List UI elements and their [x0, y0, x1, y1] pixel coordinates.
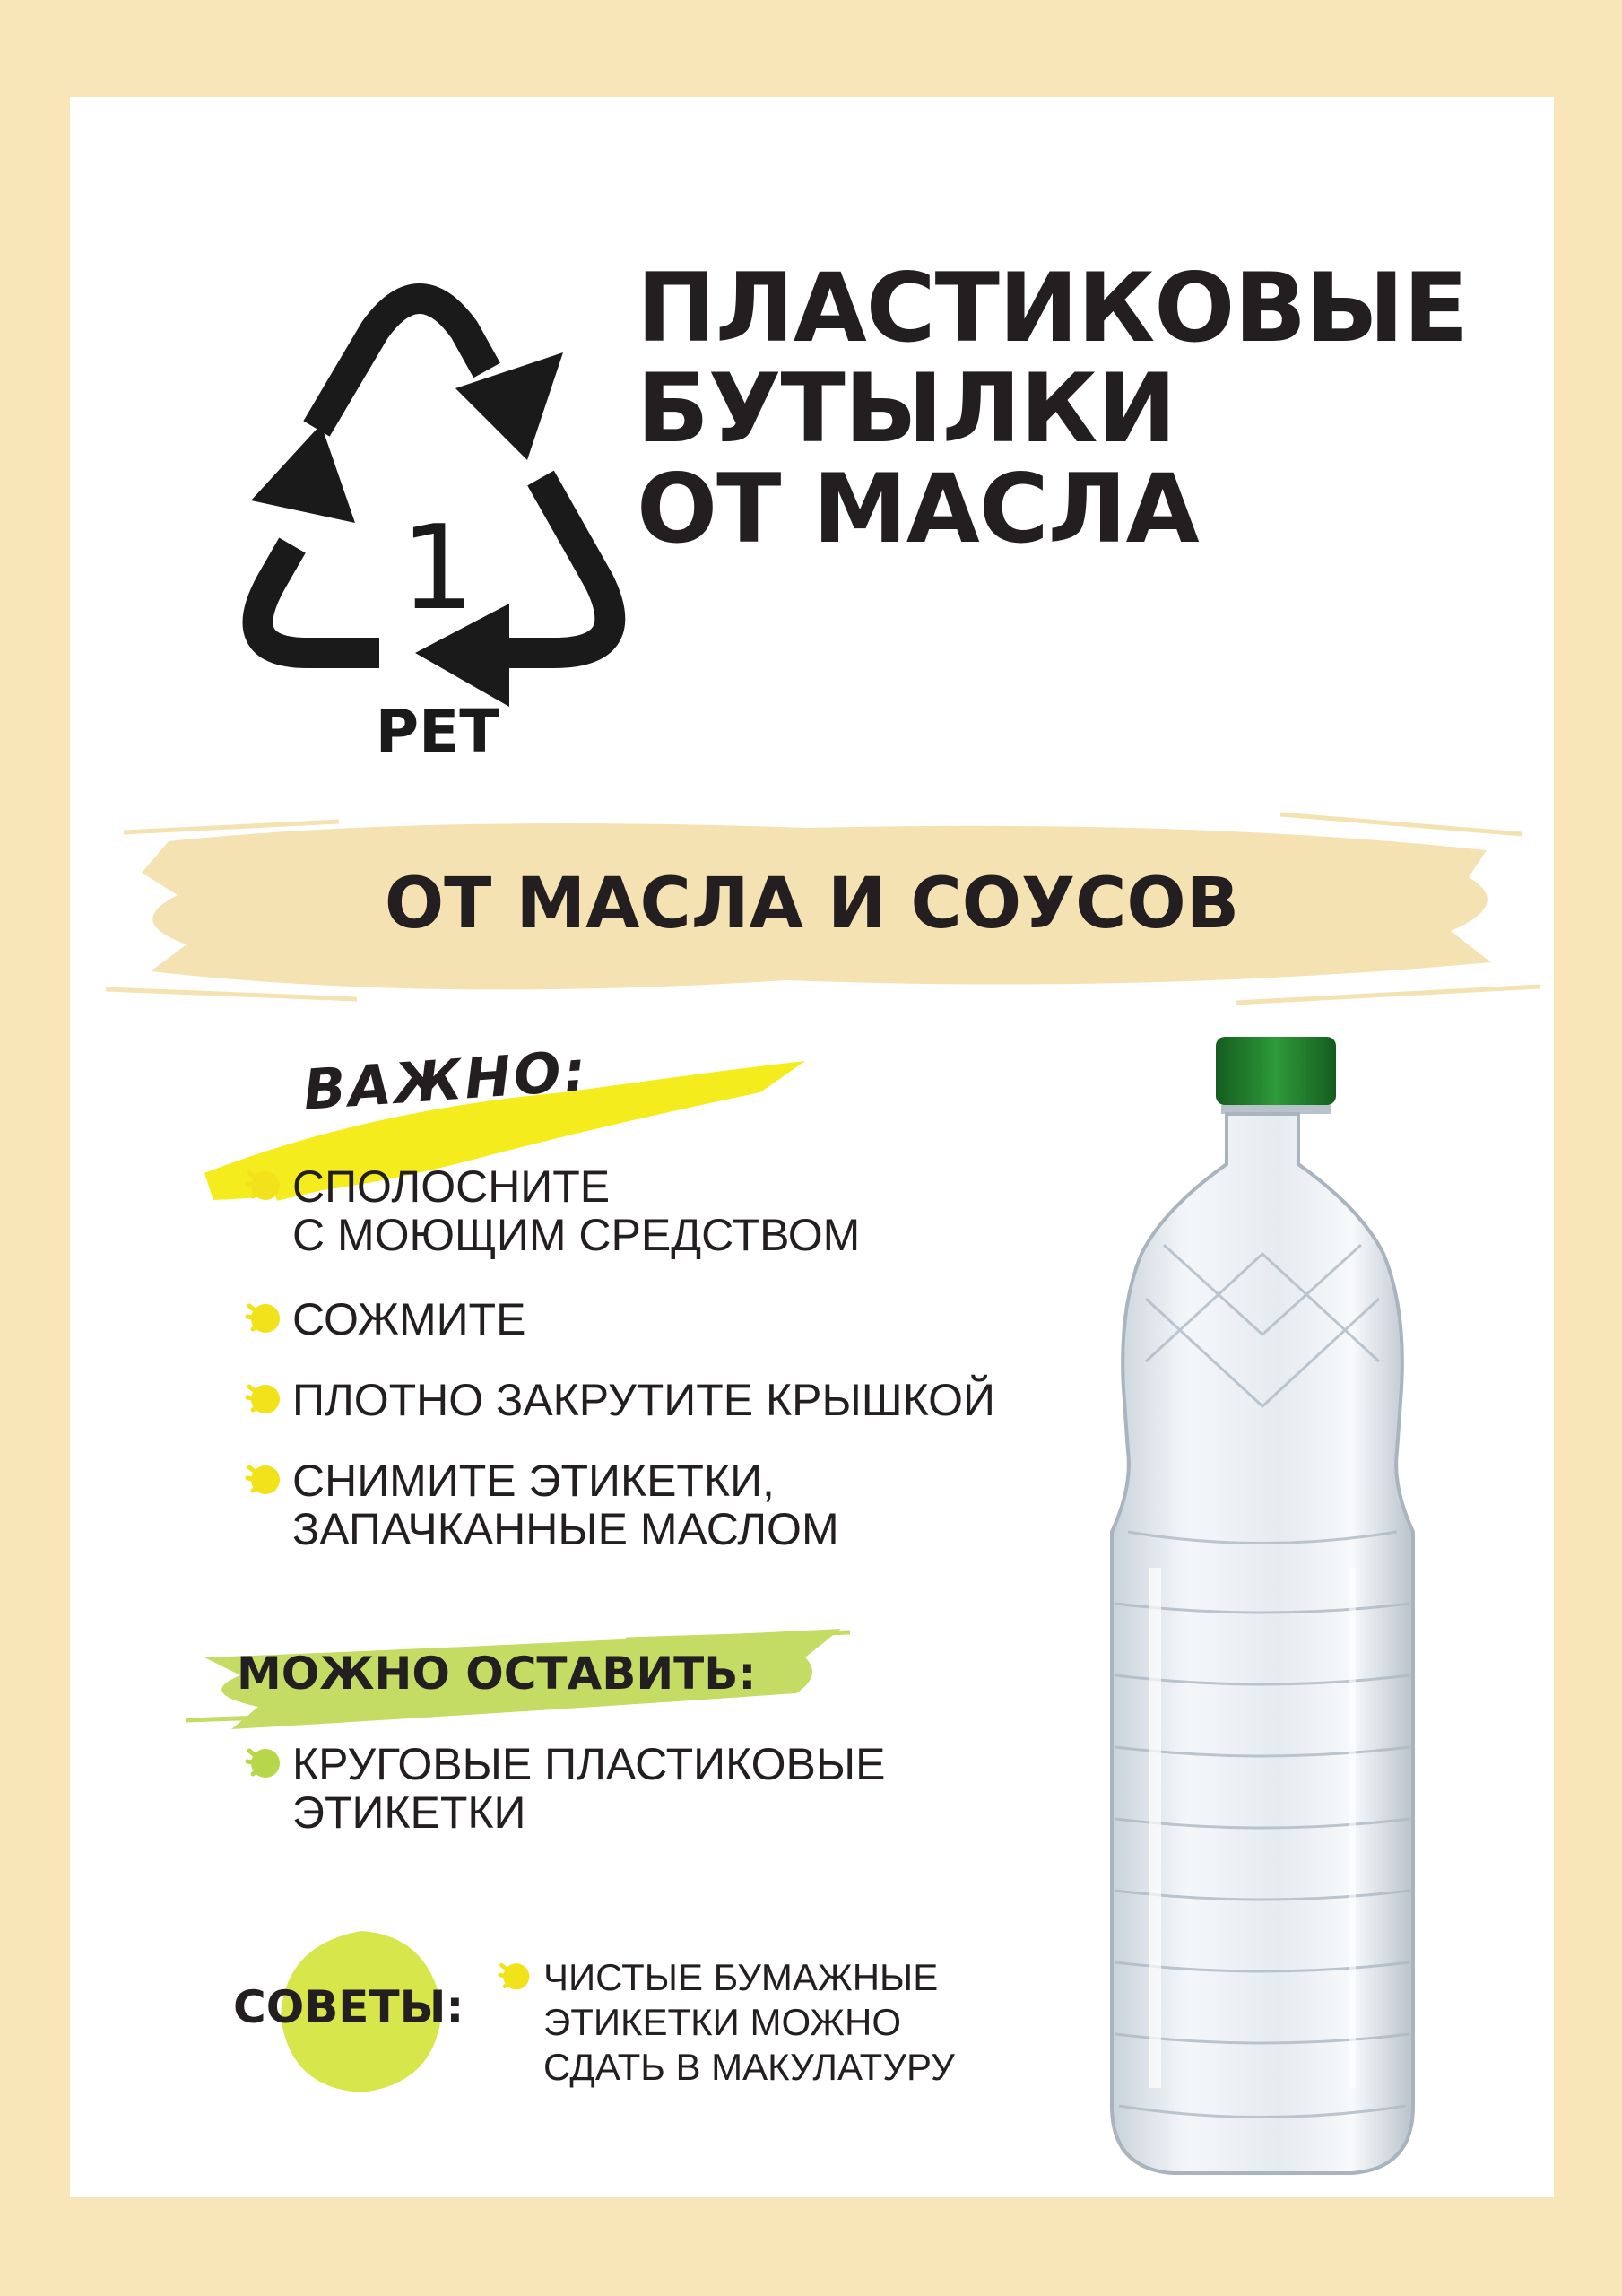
swirl-bullet-icon	[244, 1742, 283, 1781]
list-item: ЧИСТЫЕ БУМАЖНЫЕ ЭТИКЕТКИ МОЖНО СДАТЬ В МАКУЛАТУРУ	[543, 1955, 955, 2090]
title-line-1: ПЛАСТИКОВЫЕ	[637, 253, 1468, 363]
poster	[70, 97, 1554, 2197]
list-item: СПОЛОСНИТЕ С МОЮЩИМ СРЕДСТВОМ	[292, 1162, 860, 1259]
bottle-cap	[1216, 1037, 1336, 1105]
recycle-number: 1	[400, 500, 475, 636]
pet-bottle-image	[1056, 1030, 1469, 2196]
may-leave-heading: МОЖНО ОСТАВИТЬ:	[237, 1648, 757, 1700]
swirl-bullet-icon	[244, 1297, 283, 1336]
swirl-bullet-icon	[244, 1378, 283, 1417]
list-item: ПЛОТНО ЗАКРУТИТЕ КРЫШКОЙ	[292, 1376, 995, 1424]
swirl-bullet-icon	[497, 1957, 533, 1993]
page-title	[637, 253, 1468, 564]
list-item: КРУГОВЫЕ ПЛАСТИКОВЫЕ ЭТИКЕТКИ	[292, 1740, 886, 1837]
title-line-2: БУТЫЛКИ	[637, 353, 1176, 464]
title-line-3: ОТ МАСЛА	[637, 454, 1199, 564]
important-heading: ВАЖНО:	[300, 1037, 591, 1124]
material-code: PET	[375, 697, 500, 761]
subtitle: ОТ МАСЛА И СОУСОВ	[384, 864, 1240, 944]
swirl-bullet-icon	[244, 1164, 283, 1204]
list-item: СОЖМИТЕ	[292, 1295, 525, 1344]
tips-heading: СОВЕТЫ:	[233, 1981, 464, 2033]
recycle-triangle-icon	[186, 204, 689, 761]
list-item: СНИМИТЕ ЭТИКЕТКИ, ЗАПАЧКАННЫЕ МАСЛОМ	[292, 1457, 839, 1553]
swirl-bullet-icon	[244, 1458, 283, 1498]
